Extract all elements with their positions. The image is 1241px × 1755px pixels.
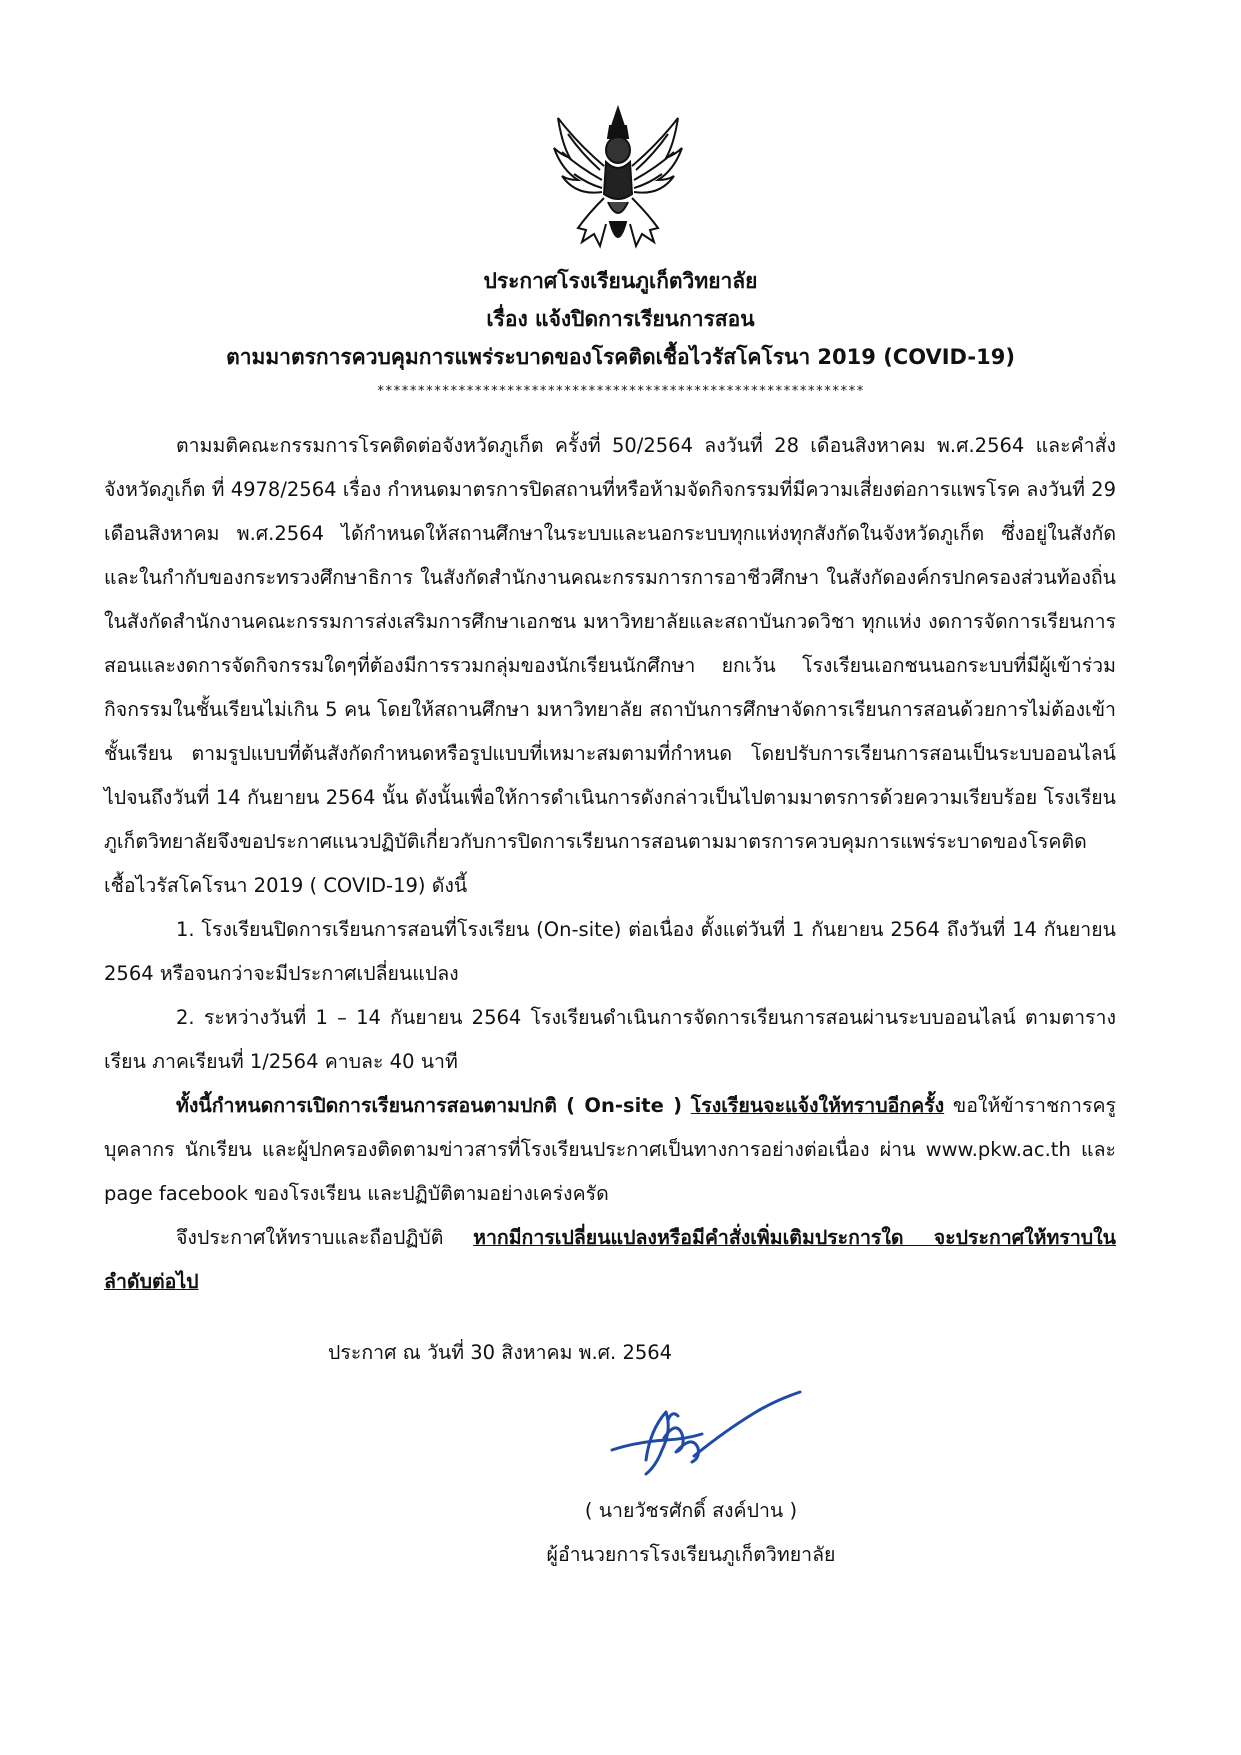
note-paragraph (104, 1084, 1116, 1216)
announcement-subtitle: ตามมาตรการควบคุมการแพร่ระบาดของโรคติดเชื้อไวรัสโคโรนา 2019 (COVID-19) (226, 345, 1015, 369)
announcement-subject: เรื่อง แจ้งปิดการเรียนการสอน (486, 307, 755, 331)
header-separator: ************************************************************ (376, 384, 865, 399)
note-rest-text: ขอให้ข้าราชการครู บุคลากร นักเรียน และผู้ปกครองติดตามข่าวสารที่โรงเรียนประกาศเป็นทางการอย่างต่อเนื่อง ผ่าน www.pkw.ac.th และ page facebook ของโรงเรียน และปฏิบัติตามอย่างเคร่งครัด (104, 1094, 1116, 1205)
item-2-paragraph: 2. ระหว่างวันที่ 1 – 14 กันยายน 2564 โรงเรียนดำเนินการจัดการเรียนการสอนผ่านระบบออนไลน์ ตามตารางเรียน ภาคเรียนที่ 1/2564 คาบละ 40 นาที (104, 1006, 1116, 1073)
note-underlined-text: โรงเรียนจะแจ้งให้ทราบอีกครั้ง (690, 1094, 945, 1117)
item-1-paragraph: 1. โรงเรียนปิดการเรียนการสอนที่โรงเรียน (On-site) ต่อเนื่อง ตั้งแต่วันที่ 1 กันยายน 2564 ถึงวันที่ 14 กันยายน 2564 หรือจนกว่าจะมีประกาศเปลี่ยนแปลง (104, 918, 1116, 985)
garuda-emblem-icon (548, 104, 688, 256)
closing-underlined-text: หากมีการเปลี่ยนแปลงหรือมีคำสั่งเพิ่มเติมประการใด จะประกาศให้ทราบในลำดับต่อไป (104, 1226, 1117, 1293)
announcement-date: ประกาศ ณ วันที่ 30 สิงหาคม พ.ศ. 2564 (328, 1341, 673, 1364)
note-bold-text: ทั้งนี้กำหนดการเปิดการเรียนการสอนตามปกติ ( On-site ) (176, 1094, 683, 1117)
handwritten-signature-icon (606, 1390, 806, 1500)
intro-paragraph: ตามมติคณะกรรมการโรคติดต่อจังหวัดภูเก็ต ครั้งที่ 50/2564 ลงวันที่ 28 เดือนสิงหาคม พ.ศ.2564 และคำสั่งจังหวัดภูเก็ต ที่ 4978/2564 เรื่อง กำหนดมาตรการปิดสถานที่หรือห้ามจัดกิจกรรมที่มีความเสี่ยงต่อการแพรโรค ลงวันที่ 29 เดือนสิงหาคม พ.ศ.2564 ได้กำหนดให้สถานศึกษาในระบบและนอกระบบทุกแห่งทุกสังกัดในจังหวัดภูเก็ต ซึ่งอยู่ในสังกัดและในกำกับของกระทรวงศึกษาธิการ ในสังกัดสำนักงานคณะกรรมการการอาชีวศึกษา ในสังกัดองค์กรปกครองส่วนท้องถิ่น ในสังกัดสำนักงานคณะกรรมการส่งเสริมการศึกษาเอกชน มหาวิทยาลัยและสถาบันกวดวิชา ทุกแห่ง งดการจัดการเรียนการสอนและงดการจัดกิจกรรมใดๆที่ต้องมีการรวมกลุ่มของนักเรียนนักศึกษา ยกเว้น โรงเรียนเอกชนนอกระบบที่มีผู้เข้าร่วมกิจกรรมในชั้นเรียนไม่เกิน 5 คน โดยให้สถานศึกษา มหาวิทยาลัย สถาบันการศึกษาจัดการเรียนการสอนด้วยการไม่ต้องเข้าชั้นเรียน ตามรูปแบบที่ต้นสังกัดกำหนดหรือรูปแบบที่เหมาะสมตามที่กำหนด โดยปรับการเรียนการสอนเป็นระบบออนไลน์ ไปจนถึงวันที่ 14 กันยายน 2564 นั้น ดังนั้นเพื่อให้การดำเนินการดังกล่าวเป็นไปตามมาตรการด้วยความเรียบร้อย โรงเรียนภูเก็ตวิทยาลัยจึงขอประกาศแนวปฏิบัติเกี่ยวกับการปิดการเรียนการสอนตามมาตรการควบคุมการแพร่ระบาดของโรคติดเชื้อไวรัสโคโรนา 2019 ( COVID-19) ดังนี้ (104, 434, 1116, 897)
announcement-body (104, 424, 1116, 1304)
announcement-header (0, 262, 1241, 376)
signer-title: ผู้อำนวยการโรงเรียนภูเก็ตวิทยาลัย (546, 1543, 836, 1566)
closing-plain-text: จึงประกาศให้ทราบและถือปฏิบัติ (176, 1226, 444, 1249)
signer-name: ( นายวัชรศักดิ์ สงค์ปาน ) (584, 1499, 798, 1522)
announcement-title: ประกาศโรงเรียนภูเก็ตวิทยาลัย (483, 269, 758, 293)
closing-paragraph (104, 1216, 1116, 1304)
